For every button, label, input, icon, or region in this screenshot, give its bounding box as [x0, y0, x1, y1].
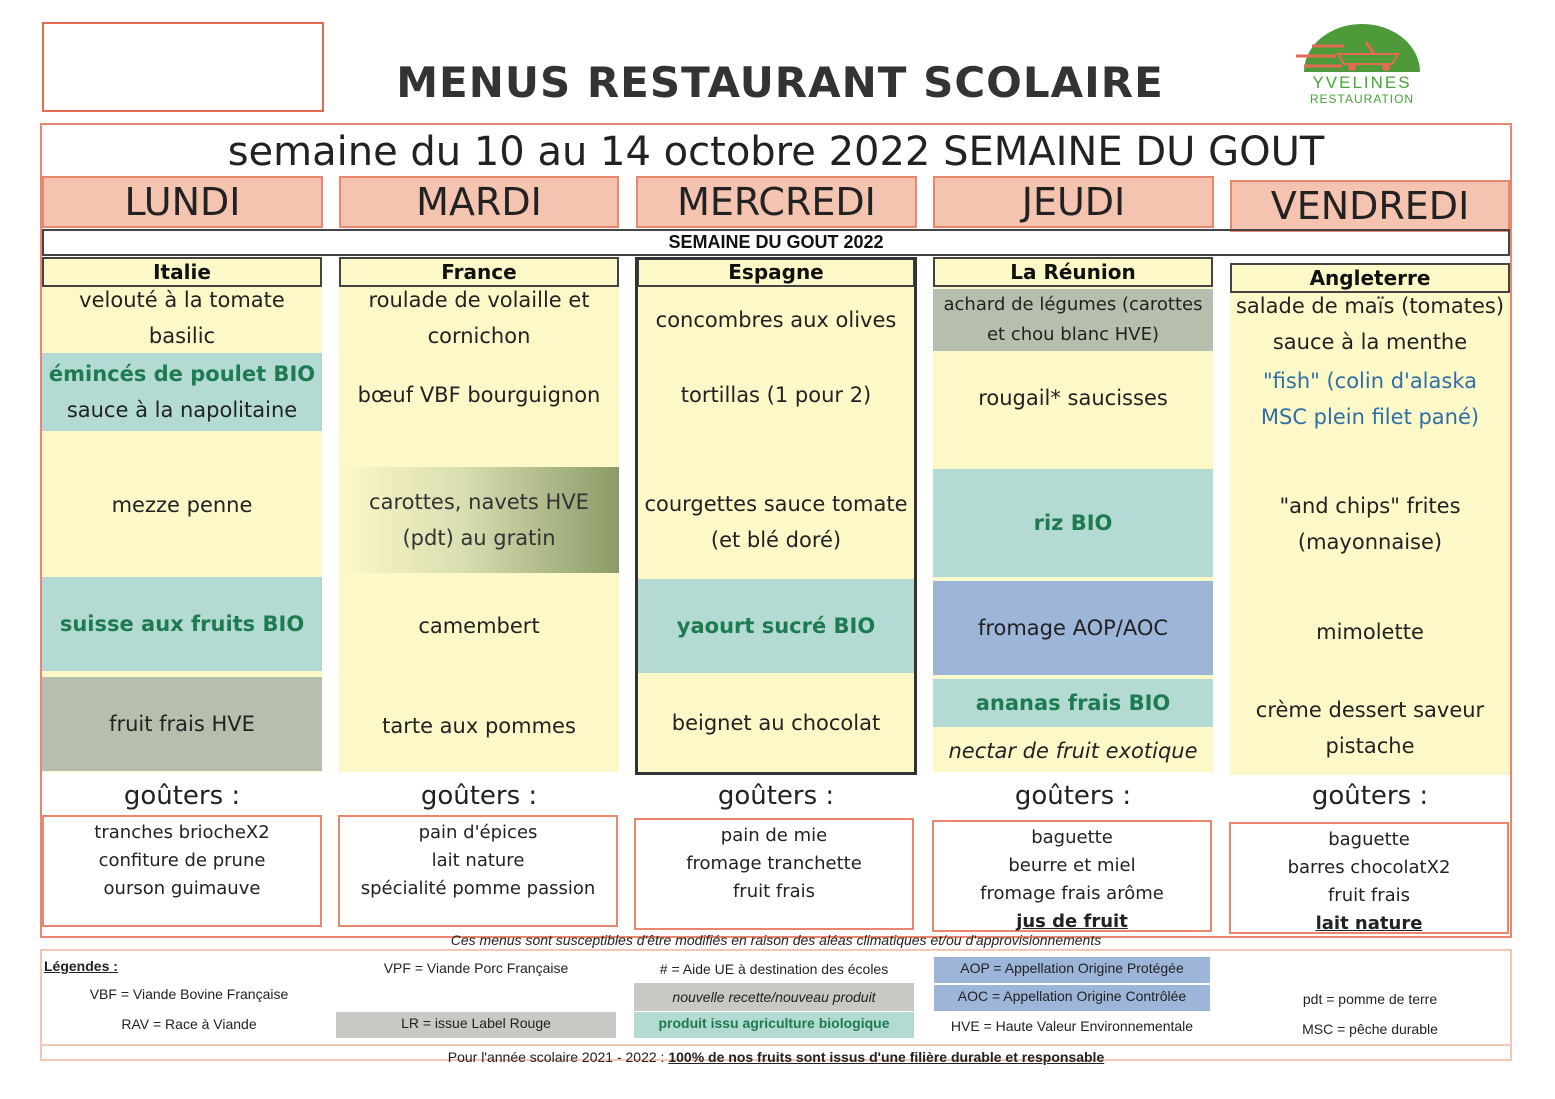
menu-line: bœuf VBF bourguignon — [357, 383, 601, 407]
logo-subtext: RESTAURATION — [1309, 92, 1415, 106]
legend-aide: # = Aide UE à destination des écoles — [659, 961, 889, 977]
menu-line: mimolette — [1316, 620, 1424, 644]
menu-item-dairy — [339, 577, 619, 675]
highlight-border — [635, 257, 917, 775]
gouter-item: fromage frais arôme — [980, 883, 1164, 904]
menu-line: fromage AOP/AOC — [977, 616, 1169, 640]
menu-line: mezze penne — [111, 493, 253, 517]
gouter-box-mercredi — [634, 818, 914, 930]
menu-line: (pdt) au gratin — [402, 526, 556, 550]
legend-bio: produit issu agriculture biologique — [634, 1012, 914, 1038]
menu-line: "and chips" frites — [1279, 494, 1461, 518]
day-header-mardi: MARDI — [339, 176, 619, 228]
menu-line: fruit frais HVE — [109, 712, 255, 736]
gouter-label: goûters : — [717, 781, 835, 811]
menu-line: concombres aux olives — [655, 308, 897, 332]
blank-box — [42, 22, 324, 112]
day-header-lundi: LUNDI — [42, 176, 323, 228]
legend-pdt: pdt = pomme de terre — [1302, 991, 1438, 1007]
gouter-item: spécialité pomme passion — [360, 878, 596, 899]
menu-line: "fish" (colin d'alaska — [1263, 369, 1477, 393]
country-label: Angleterre — [1230, 263, 1510, 293]
day-header-jeudi: JEUDI — [933, 176, 1214, 228]
country-label: La Réunion — [933, 257, 1213, 287]
day-header-mercredi: MERCREDI — [636, 176, 917, 228]
gouter-box-mardi — [338, 815, 618, 927]
disclaimer: Ces menus sont susceptibles d'être modifiés en raison des aléas climatiques et/ou d'approvisionnements — [450, 932, 1102, 948]
menu-item-dairy — [1230, 583, 1510, 681]
menu-item-dairy — [933, 581, 1213, 675]
menu-item-side — [1230, 469, 1510, 579]
menu-line: pistache — [1325, 734, 1415, 758]
gouter-box-jeudi — [932, 820, 1212, 932]
menu-line: achard de légumes (carottes — [943, 294, 1203, 315]
menu-line: basilic — [148, 324, 216, 348]
gouter-item: ourson guimauve — [103, 878, 261, 899]
country-label: Italie — [42, 257, 322, 287]
legend-vbf: VBF = Viande Bovine Française — [89, 986, 289, 1002]
logo-text: YVELINES — [1312, 73, 1412, 92]
menu-item-main — [42, 353, 322, 431]
menu-item-starter — [42, 285, 322, 351]
logo-icon — [1282, 20, 1442, 80]
gouter-item: barres chocolatX2 — [1287, 857, 1451, 878]
country-label: Espagne — [637, 257, 915, 287]
menu-line: nectar de fruit exotique — [948, 739, 1198, 763]
gouter-label: goûters : — [1311, 781, 1429, 811]
theme-banner: SEMAINE DU GOUT 2022 — [42, 229, 1510, 256]
menu-item-main — [339, 353, 619, 437]
country-label: France — [339, 257, 619, 287]
footer-highlight: 100% de nos fruits sont issus d'une filière durable et responsable — [668, 1049, 1105, 1065]
menu-line: crème dessert saveur — [1255, 698, 1485, 722]
legend-lr: LR = issue Label Rouge — [336, 1012, 616, 1038]
day-column-mardi — [339, 257, 619, 772]
menu-line: sauce à la menthe — [1272, 330, 1468, 354]
menu-item-starter — [339, 285, 619, 351]
menu-line: carottes, navets HVE — [369, 490, 589, 514]
gouter-item: beurre et miel — [1008, 855, 1136, 876]
menu-line: courgettes sauce tomate — [644, 492, 908, 516]
gouter-item: jus de fruit — [1016, 911, 1128, 932]
menu-line: MSC plein filet pané) — [1260, 405, 1480, 429]
menu-line: et chou blanc HVE) — [986, 324, 1160, 345]
menu-item-main — [1230, 361, 1510, 437]
menu-item-drink — [933, 729, 1213, 773]
menu-item-dessert — [933, 679, 1213, 727]
gouter-item: fruit frais — [1327, 885, 1411, 906]
gouter-label: goûters : — [1014, 781, 1132, 811]
menu-item-main — [933, 353, 1213, 443]
gouter-box-lundi — [42, 815, 322, 927]
menu-item-starter — [933, 289, 1213, 351]
menu-line: ananas frais BIO — [975, 691, 1171, 715]
day-column-vendredi — [1230, 263, 1510, 775]
legend-aoc: AOC = Appellation Origine Contrôlée — [934, 985, 1210, 1011]
menu-line: rougail* saucisses — [978, 386, 1168, 410]
gouter-item: confiture de prune — [98, 850, 266, 871]
gouter-label: goûters : — [420, 781, 538, 811]
footer-note — [42, 1044, 1510, 1066]
menu-item-side — [933, 469, 1213, 577]
menu-item-dairy — [42, 577, 322, 671]
menu-line: roulade de volaille et — [368, 288, 590, 312]
menu-line: cornichon — [427, 324, 531, 348]
gouter-item: fruit frais — [732, 881, 816, 902]
legend-hve: HVE = Haute Valeur Environnementale — [950, 1018, 1194, 1034]
menu-line: riz BIO — [1033, 511, 1113, 535]
gouter-item: pain de mie — [720, 825, 828, 846]
menu-line: beignet au chocolat — [671, 711, 881, 735]
legend-rav: RAV = Race à Viande — [121, 1016, 257, 1032]
gouter-item: baguette — [1031, 827, 1113, 848]
gouter-label: goûters : — [123, 781, 241, 811]
menu-line: tortillas (1 pour 2) — [680, 383, 872, 407]
menu-line: émincés de poulet BIO — [48, 362, 316, 386]
page-title: MENUS RESTAURANT SCOLAIRE — [396, 58, 1164, 107]
gouter-box-vendredi — [1229, 822, 1509, 934]
week-title: semaine du 10 au 14 octobre 2022 SEMAINE DU GOUT — [227, 129, 1325, 175]
menu-line: tarte aux pommes — [382, 714, 576, 738]
menu-item-starter — [1230, 289, 1510, 359]
gouter-item: pain d'épices — [418, 822, 538, 843]
menu-item-side — [339, 467, 619, 573]
gouter-item: lait nature — [431, 850, 525, 871]
legend-nouvelle: nouvelle recette/nouveau produit — [634, 983, 914, 1011]
menu-line: camembert — [418, 614, 540, 638]
menu-line: yaourt sucré BIO — [676, 614, 876, 638]
legend-aop: AOP = Appellation Origine Protégée — [934, 957, 1210, 983]
menu-line: sauce à la napolitaine — [66, 398, 298, 422]
menu-line: salade de maïs (tomates) — [1235, 294, 1505, 318]
legend-title: Légendes : — [44, 958, 118, 974]
menu-item-side — [42, 433, 322, 577]
legend-vpf: VPF = Viande Porc Française — [383, 960, 569, 976]
menu-item-dessert — [1230, 681, 1510, 775]
day-header-vendredi: VENDREDI — [1230, 180, 1510, 232]
day-column-lundi — [42, 257, 322, 772]
menu-line: (et blé doré) — [710, 528, 842, 552]
gouter-item: fromage tranchette — [686, 853, 862, 874]
menu-line: velouté à la tomate — [79, 288, 285, 312]
gouter-item: tranches briocheX2 — [94, 822, 270, 843]
menu-item-dessert — [42, 677, 322, 771]
menu-item-dessert — [339, 677, 619, 775]
legend-msc: MSC = pêche durable — [1302, 1021, 1438, 1037]
footer-prefix: Pour l'année scolaire 2021 - 2022 : — [447, 1049, 665, 1065]
day-column-jeudi — [933, 257, 1213, 772]
gouter-item: baguette — [1328, 829, 1410, 850]
yvelines-logo — [1282, 20, 1442, 112]
gouter-item: lait nature — [1315, 913, 1423, 934]
menu-line: suisse aux fruits BIO — [59, 612, 305, 636]
menu-line: (mayonnaise) — [1297, 530, 1443, 554]
